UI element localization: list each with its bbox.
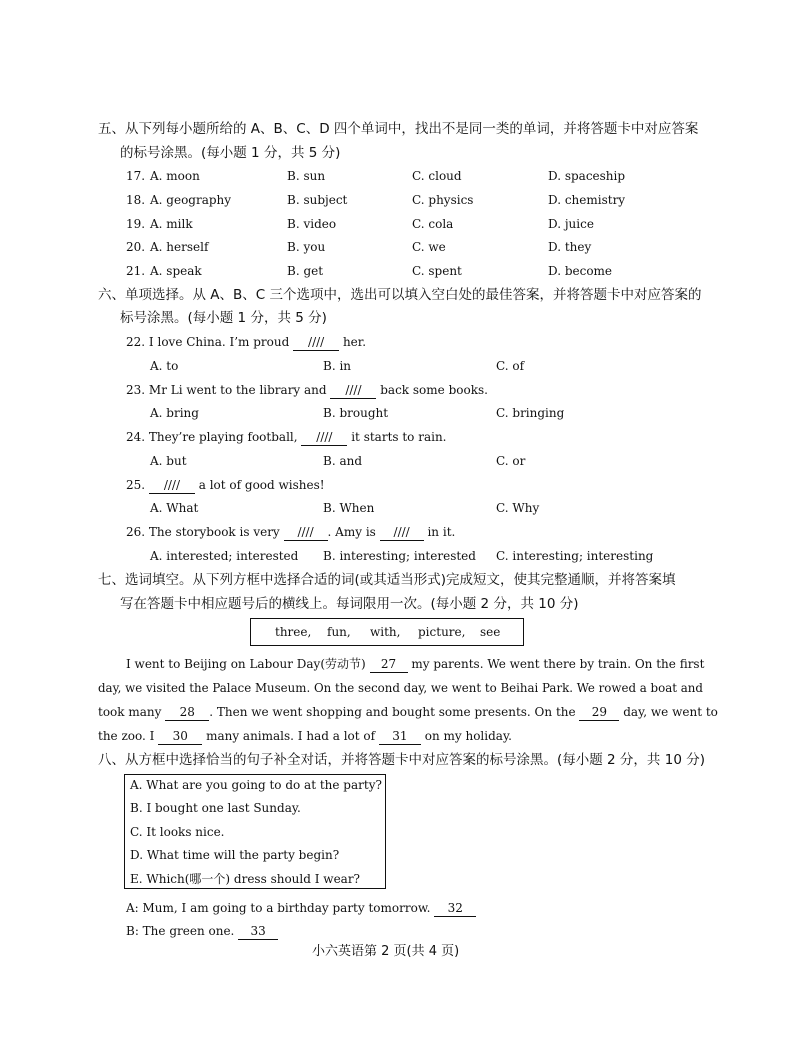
word-bank-word: with, bbox=[370, 625, 401, 639]
item-number: 17. bbox=[126, 169, 146, 183]
option-a: A. What bbox=[150, 501, 199, 515]
option-d: D. chemistry bbox=[548, 193, 626, 207]
option-b: B. video bbox=[287, 217, 337, 231]
dialogue-text: B: The green one. bbox=[126, 924, 235, 938]
question-26 bbox=[126, 524, 455, 541]
word-bank-box bbox=[250, 618, 524, 646]
option-d: D. spaceship bbox=[548, 169, 626, 183]
option-b: B. interesting; interested bbox=[323, 549, 476, 563]
option-b: B. get bbox=[287, 264, 324, 278]
passage-text: my parents. We went there by train. On the first bbox=[411, 657, 705, 671]
question-number: 22. bbox=[126, 335, 146, 349]
option-c: C. cloud bbox=[412, 169, 462, 183]
option-c: C. physics bbox=[412, 193, 474, 207]
passage-text: many animals. I had a lot of bbox=[206, 729, 376, 743]
option-a: A. moon bbox=[150, 169, 200, 183]
word-bank-word: fun, bbox=[327, 625, 351, 639]
word-bank-word: see bbox=[480, 625, 501, 639]
question-stem-end: a lot of good wishes! bbox=[198, 478, 325, 492]
question-stem-middle: . Amy is bbox=[327, 525, 376, 539]
passage-text: . Then we went shopping and bought some presents. On the bbox=[209, 705, 576, 719]
passage-line-3 bbox=[98, 704, 718, 721]
option-c: C. interesting; interesting bbox=[496, 549, 654, 563]
question-number: 26. bbox=[126, 525, 146, 539]
option-c: C. spent bbox=[412, 264, 462, 278]
section6-title-line1: 六、单项选择。从 A、B、C 三个选项中，选出可以填入空白处的最佳答案，并将答题卡中对应答案的 bbox=[98, 287, 702, 303]
question-stem-end: her. bbox=[342, 335, 367, 349]
passage-line-1 bbox=[126, 656, 704, 673]
question-24 bbox=[126, 429, 447, 446]
blank-27: 27 bbox=[370, 656, 408, 673]
section7-title-line2: 写在答题卡中相应题号后的横线上。每词限用一次。(每小题 2 分，共 10 分) bbox=[120, 596, 579, 612]
option-a: A. interested; interested bbox=[150, 549, 299, 563]
word-bank-word: picture, bbox=[418, 625, 466, 639]
sentence-option: B. I bought one last Sunday. bbox=[130, 801, 301, 815]
question-number: 23. bbox=[126, 383, 146, 397]
section5-title-line2: 的标号涂黑。(每小题 1 分，共 5 分) bbox=[120, 145, 341, 161]
word-bank-word: three, bbox=[275, 625, 312, 639]
passage-line-2: day, we visited the Palace Museum. On the second day, we went to Beihai Park. We rowed a boat and bbox=[98, 681, 703, 695]
option-c: C. bringing bbox=[496, 406, 565, 420]
question-number: 24. bbox=[126, 430, 146, 444]
blank-33: 33 bbox=[238, 923, 278, 940]
question-number: 25. bbox=[126, 478, 146, 492]
option-a: A. to bbox=[150, 359, 179, 373]
blank-29: 29 bbox=[579, 704, 619, 721]
blank-28: 28 bbox=[165, 704, 209, 721]
passage-text: I went to Beijing on Labour Day(劳动节) bbox=[126, 657, 366, 671]
option-b: B. subject bbox=[287, 193, 348, 207]
option-a: A. herself bbox=[150, 240, 209, 254]
answer-blank: //// bbox=[149, 477, 195, 494]
dialogue-text: A: Mum, I am going to a birthday party tomorrow. bbox=[126, 901, 431, 915]
option-a: A. speak bbox=[150, 264, 202, 278]
passage-text: day, we went to bbox=[623, 705, 718, 719]
option-b: B. brought bbox=[323, 406, 389, 420]
option-c: C. cola bbox=[412, 217, 454, 231]
section5-title-line1: 五、从下列每小题所给的 A、B、C、D 四个单词中，找出不是同一类的单词，并将答题卡中对应答案 bbox=[98, 121, 699, 137]
question-stem: The storybook is very bbox=[148, 525, 280, 539]
option-a: A. geography bbox=[150, 193, 232, 207]
option-c: C. or bbox=[496, 454, 526, 468]
option-c: C. Why bbox=[496, 501, 540, 515]
question-stem: Mr Li went to the library and bbox=[148, 383, 327, 397]
page-footer: 小六英语第 2 页(共 4 页) bbox=[312, 944, 460, 959]
passage-text: took many bbox=[98, 705, 162, 719]
answer-blank: //// bbox=[380, 524, 424, 541]
sentence-option: E. Which(哪一个) dress should I wear? bbox=[130, 872, 360, 886]
option-b: B. When bbox=[323, 501, 375, 515]
dialogue-line-1 bbox=[126, 900, 476, 917]
answer-blank: //// bbox=[293, 334, 339, 351]
blank-32: 32 bbox=[434, 900, 476, 917]
section7-title-line1: 七、选词填空。从下列方框中选择合适的词(或其适当形式)完成短文，使其完整通顺，并将答案填 bbox=[98, 572, 676, 588]
option-a: A. but bbox=[150, 454, 187, 468]
option-c: C. we bbox=[412, 240, 446, 254]
option-d: D. they bbox=[548, 240, 592, 254]
question-stem-end: back some books. bbox=[380, 383, 488, 397]
option-b: B. sun bbox=[287, 169, 326, 183]
question-25 bbox=[126, 477, 325, 494]
sentence-option: C. It looks nice. bbox=[130, 825, 225, 839]
dialogue-line-2 bbox=[126, 923, 278, 940]
question-22 bbox=[126, 334, 366, 351]
passage-text: on my holiday. bbox=[424, 729, 512, 743]
sentence-option: D. What time will the party begin? bbox=[130, 848, 340, 862]
item-number: 18. bbox=[126, 193, 146, 207]
blank-31: 31 bbox=[379, 728, 421, 745]
answer-blank: //// bbox=[284, 524, 328, 541]
option-c: C. of bbox=[496, 359, 525, 373]
option-b: B. you bbox=[287, 240, 326, 254]
item-number: 19. bbox=[126, 217, 146, 231]
option-d: D. become bbox=[548, 264, 613, 278]
item-number: 21. bbox=[126, 264, 146, 278]
passage-text: the zoo. I bbox=[98, 729, 155, 743]
section8-title: 八、从方框中选择恰当的句子补全对话，并将答题卡中对应答案的标号涂黑。(每小题 2 分，共 10 分) bbox=[98, 752, 705, 768]
question-stem-end: in it. bbox=[427, 525, 456, 539]
blank-30: 30 bbox=[158, 728, 202, 745]
item-number: 20. bbox=[126, 240, 146, 254]
sentence-option: A. What are you going to do at the party? bbox=[130, 778, 382, 792]
answer-blank: //// bbox=[330, 382, 376, 399]
question-stem: I love China. I’m proud bbox=[148, 335, 290, 349]
option-d: D. juice bbox=[548, 217, 594, 231]
option-b: B. in bbox=[323, 359, 352, 373]
option-a: A. milk bbox=[150, 217, 193, 231]
passage-line-4 bbox=[98, 728, 512, 745]
sentence-options-box bbox=[124, 774, 386, 889]
question-stem: They’re playing football, bbox=[148, 430, 298, 444]
question-stem-end: it starts to rain. bbox=[351, 430, 447, 444]
section6-title-line2: 标号涂黑。(每小题 1 分，共 5 分) bbox=[120, 310, 327, 326]
option-a: A. bring bbox=[150, 406, 199, 420]
answer-blank: //// bbox=[301, 429, 347, 446]
option-b: B. and bbox=[323, 454, 363, 468]
question-23 bbox=[126, 382, 488, 399]
